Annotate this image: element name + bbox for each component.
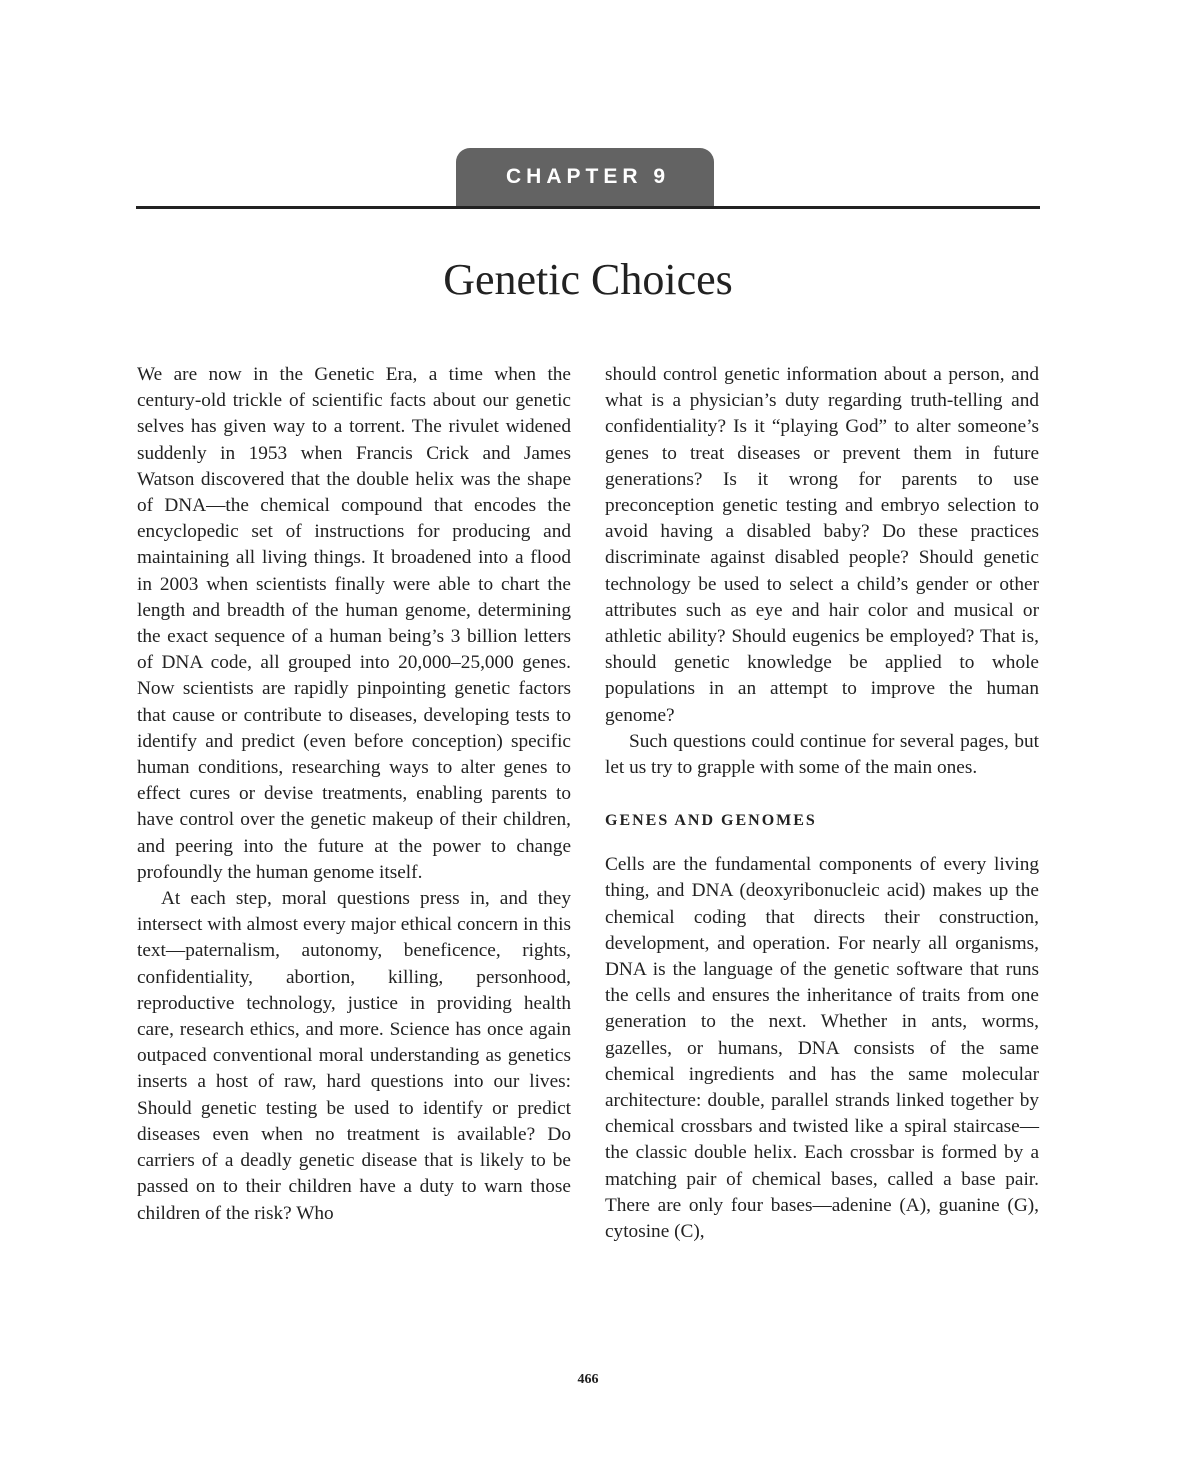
chapter-rule (136, 206, 1040, 209)
right-column (605, 362, 1039, 1245)
chapter-title: Genetic Choices (443, 255, 733, 304)
paragraph-genetic-era: We are now in the Genetic Era, a time when the century-old trickle of scientific facts about our genetic selves has given way to a torrent. The rivulet widened suddenly in 1953 when Francis Crick and James Watson discovered that the double helix was the shape of DNA—the chemical compound that encodes the encyclopedic set of instructions for producing and maintaining all living things. It broadened into a flood in 2003 when scientists finally were able to chart the length and breadth of the human genome, determining the exact sequence of a human being’s 3 billion letters of DNA code, all grouped into 20,000–25,000 genes. Now scientists are rapidly pinpointing genetic factors that cause or contribute to diseases, developing tests to identify and predict (even before conception) specific human conditions, researching ways to alter genes to effect cures or devise treatments, enabling parents to have control over the genetic makeup of their children, and peering into the future at the power to change profoundly the human genome itself. (137, 364, 571, 883)
paragraph-questions-continued: should control genetic information about a person, and what is a physician’s duty regarding truth-telling and confidentiality? Is it “playing God” to alter someone’s genes to treat diseases or prevent them in future generations? Is it wrong for parents to use preconception genetic testing and embryo selection to avoid having a disabled baby? Do these practices discriminate against disabled people? Should genetic technology be used to select a child’s gender or other attributes such as eye and hair color and musical or athletic ability? Should eugenics be employed? That is, should genetic knowledge be applied to whole populations in an attempt to improve the human genome? (605, 364, 1039, 726)
paragraph-grapple: Such questions could continue for several pages, but let us try to grapple with some of the main ones. (605, 730, 1039, 779)
chapter-label: CHAPTER 9 (456, 148, 714, 208)
page-number: 466 (577, 1372, 599, 1387)
left-column (137, 362, 571, 1227)
paragraph-genes-genomes: Cells are the fundamental components of every living thing, and DNA (deoxyribonucleic acid) makes up the chemical coding that directs their construction, development, and operation. For nearly all organisms, DNA is the language of the genetic software that runs the cells and ensures the inheritance of traits from one generation to the next. Whether in ants, worms, gazelles, or humans, DNA consists of the same chemical ingredients and has the same molecular architecture: double, parallel strands linked together by chemical crossbars and twisted like a spiral staircase—the classic double helix. Each crossbar is formed by a matching pair of chemical bases, called a base pair. There are only four bases—adenine (A), guanine (G), cytosine (C), (605, 854, 1039, 1243)
paragraph-moral-questions: At each step, moral questions press in, and they intersect with almost every major ethical concern in this text—paternalism, autonomy, beneficence, rights, confidentiality, abortion, killing, personhood, reproductive technology, justice in providing health care, research ethics, and more. Science has once again outpaced conventional moral understanding as genetics inserts a host of raw, hard questions into our lives: Should genetic testing be used to identify or predict diseases even when no treatment is available? Do carriers of a deadly genetic disease that is likely to be passed on to their children have a duty to warn those children of the risk? Who (137, 888, 571, 1224)
section-heading: GENES AND GENOMES (605, 812, 817, 830)
